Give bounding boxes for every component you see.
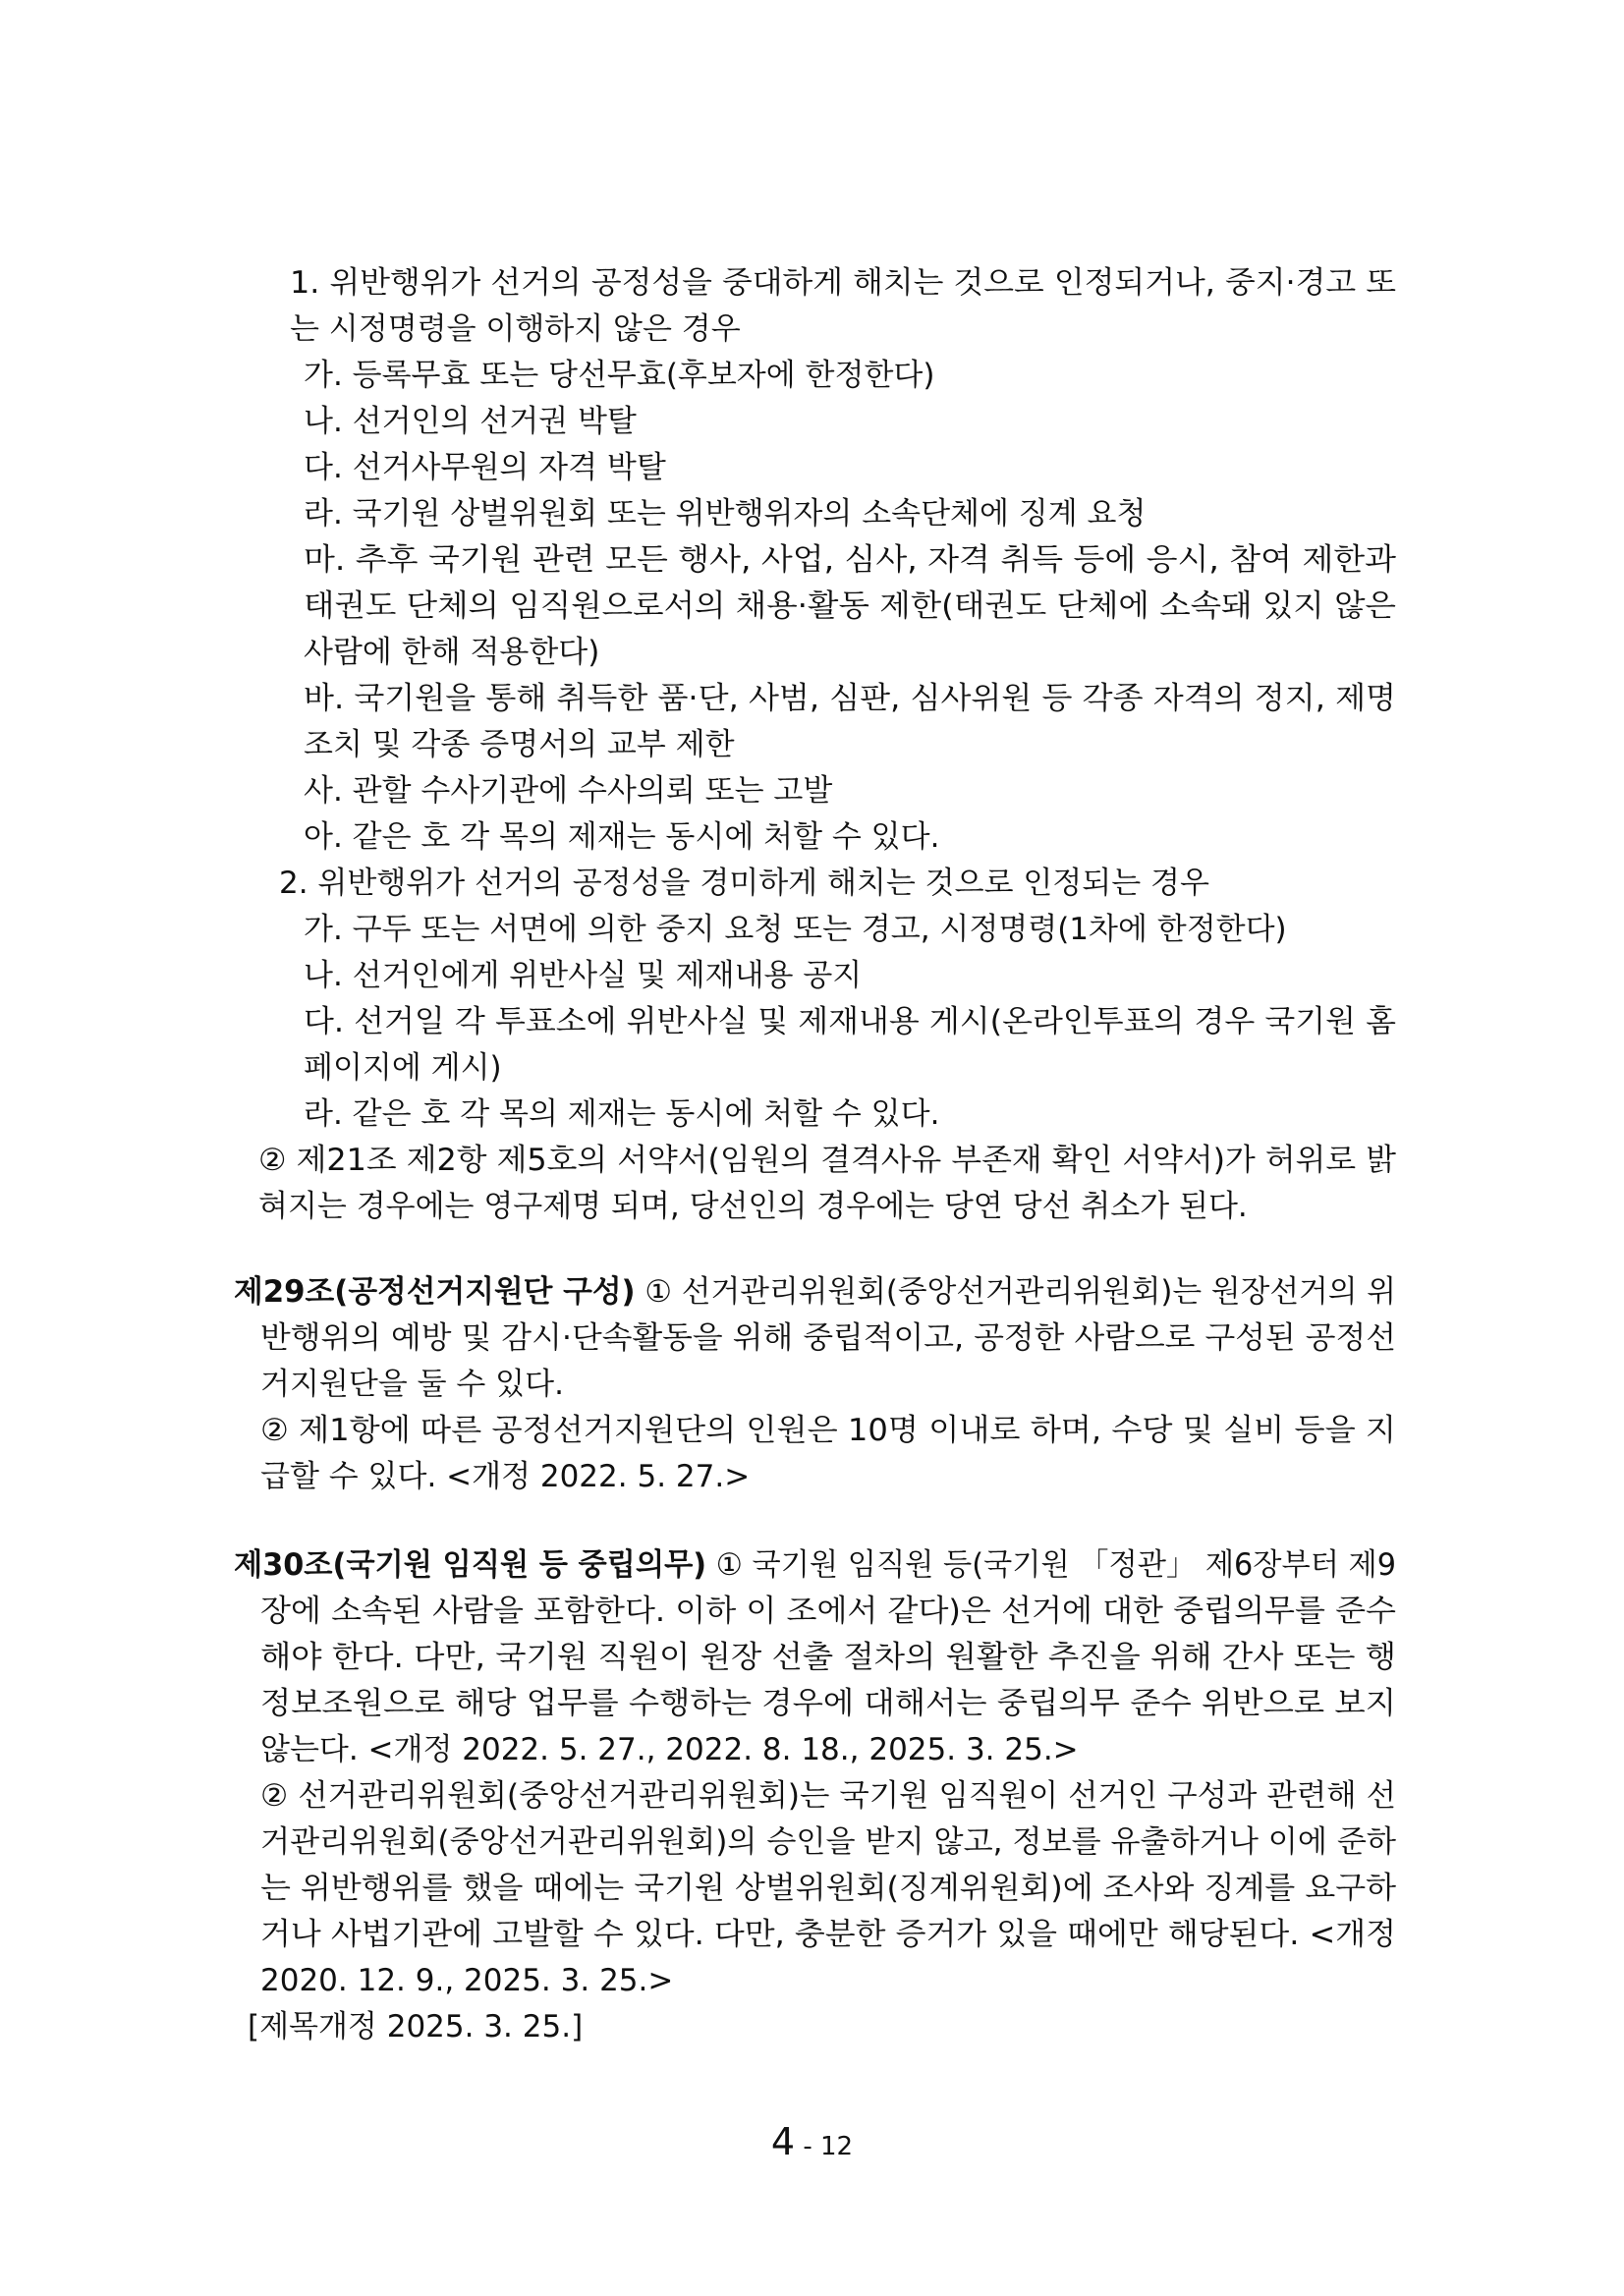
article-30-line-1 — [234, 1545, 1396, 1585]
item-1-line-2: 는 시정명령을 이행하지 않은 경우 — [290, 311, 741, 347]
chapter-number: 4 — [770, 2120, 796, 2163]
paragraph-2-line-2: 혀지는 경우에는 영구제명 되며, 당선인의 경우에는 당연 당선 취소가 된다. — [258, 1189, 1248, 1224]
item-1-ga: 가. 등록무효 또는 당선무효(후보자에 한정한다) — [304, 358, 935, 393]
item-2: 2. 위반행위가 선거의 공정성을 경미하게 해치는 것으로 인정되는 경우 — [279, 866, 1209, 901]
article-30-line-5: 않는다. <개정 2022. 5. 27., 2022. 8. 18., 2025. 3. 25.> — [260, 1732, 1079, 1767]
item-1-line-1: 1. 위반행위가 선거의 공정성을 중대하게 해치는 것으로 인정되거나, 중지·경고 또 — [290, 265, 1396, 301]
item-1-ma-line-3: 사람에 한해 적용한다) — [304, 635, 600, 670]
article-29-text: ① 선거관리위원회(중앙선거관리위원회)는 원장선거의 위 — [635, 1274, 1396, 1310]
item-1-sa: 사. 관할 수사기관에 수사의뢰 또는 고발 — [304, 773, 833, 809]
page-in-chapter: 12 — [820, 2132, 854, 2161]
paragraph-2-line-1: ② 제21조 제2항 제5호의 서약서(임원의 결격사유 부존재 확인 서약서)가 허위로 밝 — [258, 1143, 1396, 1178]
article-30-text: ① 국기원 임직원 등(국기원 「정관」 제6장부터 제9 — [706, 1547, 1396, 1583]
article-30-title: 제30조(국기원 임직원 등 중립의무) — [234, 1547, 707, 1583]
article-30-para-2-line-2: 거관리위원회(중앙선거관리위원회)의 승인을 받지 않고, 정보를 유출하거나 이에 준하 — [260, 1824, 1396, 1860]
item-1-na: 나. 선거인의 선거권 박탈 — [304, 404, 637, 439]
item-1-ra: 라. 국기원 상벌위원회 또는 위반행위자의 소속단체에 징계 요청 — [304, 496, 1147, 532]
item-1-ma-line-1: 마. 추후 국기원 관련 모든 행사, 사업, 심사, 자격 취득 등에 응시, 참여 제한과 — [304, 542, 1396, 578]
article-30-line-2: 장에 소속된 사람을 포함한다. 이하 이 조에서 같다)은 선거에 대한 중립의무를 준수 — [260, 1594, 1396, 1629]
article-30-para-2-line-5: 2020. 12. 9., 2025. 3. 25.> — [260, 1963, 674, 1998]
article-29-para-2-line-2: 급할 수 있다. <개정 2022. 5. 27.> — [260, 1459, 751, 1494]
article-30-para-2-line-3: 는 위반행위를 했을 때에는 국기원 상벌위원회(징계위원회)에 조사와 징계를 요구하 — [260, 1871, 1396, 1906]
item-2-ga: 가. 구두 또는 서면에 의한 중지 요청 또는 경고, 시정명령(1차에 한정한다) — [304, 912, 1287, 947]
item-2-ra: 라. 같은 호 각 목의 제재는 동시에 처할 수 있다. — [304, 1096, 940, 1132]
article-30-para-2-line-1: ② 선거관리위원회(중앙선거관리위원회)는 국기원 임직원이 선거인 구성과 관련해 선 — [260, 1778, 1396, 1814]
revision-note: [제목개정 2025. 3. 25.] — [248, 2009, 584, 2044]
article-29-line-3: 거지원단을 둘 수 있다. — [260, 1367, 564, 1402]
item-2-da-line-2: 페이지에 게시) — [304, 1050, 502, 1086]
item-1-ba-line-1: 바. 국기원을 통해 취득한 품·단, 사범, 심판, 심사위원 등 각종 자격의 정지, 제명 — [304, 681, 1396, 716]
item-1-ba-line-2: 조치 및 각종 증명서의 교부 제한 — [304, 727, 735, 762]
item-2-da-line-1: 다. 선거일 각 투표소에 위반사실 및 제재내용 게시(온라인투표의 경우 국기원 홈 — [304, 1004, 1396, 1039]
article-30-para-2-line-4: 거나 사법기관에 고발할 수 있다. 다만, 충분한 증거가 있을 때에만 해당된다. <개정 — [260, 1917, 1396, 1952]
article-30-line-4: 정보조원으로 해당 업무를 수행하는 경우에 대해서는 중립의무 준수 위반으로 보지 — [260, 1686, 1396, 1721]
item-2-na: 나. 선거인에게 위반사실 및 제재내용 공지 — [304, 958, 863, 993]
article-29-para-2-line-1: ② 제1항에 따른 공정선거지원단의 인원은 10명 이내로 하며, 수당 및 실비 등을 지 — [260, 1413, 1397, 1448]
page-separator: - — [803, 2132, 812, 2161]
item-1-a: 아. 같은 호 각 목의 제재는 동시에 처할 수 있다. — [304, 819, 940, 855]
article-29-line-2: 반행위의 예방 및 감시·단속활동을 위해 중립적이고, 공정한 사람으로 구성된 공정선 — [260, 1320, 1396, 1356]
page-number — [0, 2120, 1624, 2163]
article-30-line-3: 해야 한다. 다만, 국기원 직원이 원장 선출 절차의 원활한 추진을 위해 간사 또는 행 — [260, 1640, 1396, 1675]
article-29-title: 제29조(공정선거지원단 구성) — [234, 1274, 636, 1310]
article-29-line-1 — [234, 1272, 1396, 1312]
item-1-ma-line-2: 태권도 단체의 임직원으로서의 채용·활동 제한(태권도 단체에 소속돼 있지 않은 — [304, 588, 1396, 624]
item-1-da: 다. 선거사무원의 자격 박탈 — [304, 450, 666, 485]
